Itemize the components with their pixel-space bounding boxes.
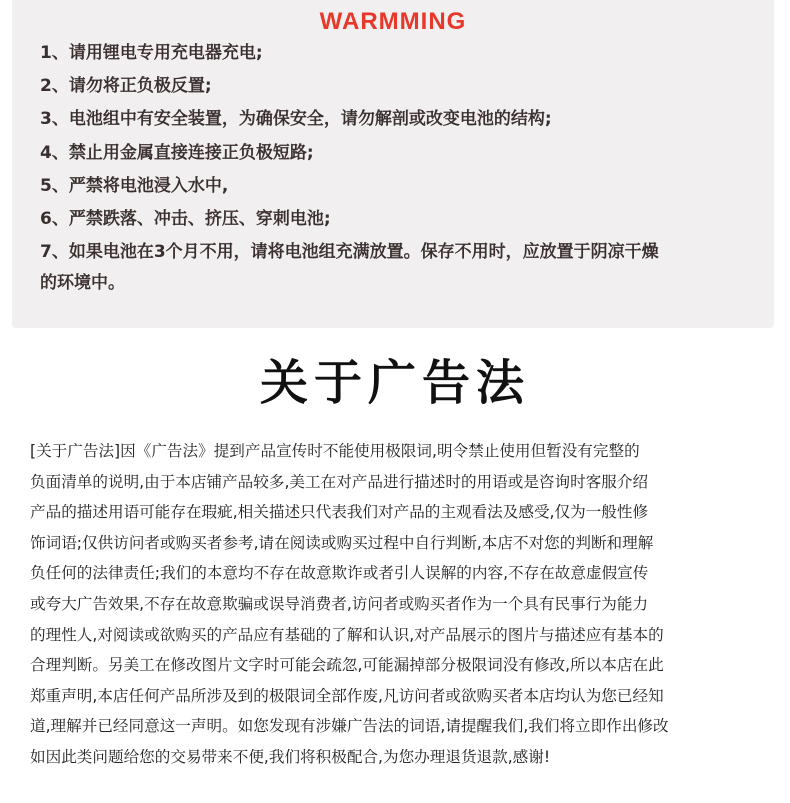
ad-law-line: 道,理解并已经同意这一声明。如您发现有涉嫌广告法的词语,请提醒我们,我们将立即作出修改 [30, 717, 669, 736]
ad-law-line: 如因此类问题给您的交易带来不便,我们将积极配合,为您办理退货退款,感谢! [30, 747, 551, 766]
warning-item: 6、严禁跌落、冲击、挤压、穿刺电池; [40, 209, 331, 229]
warning-item: 2、请勿将正负极反置; [40, 76, 212, 96]
ad-law-title: 关于广告法 [259, 355, 530, 411]
ad-law-line: [关于广告法]因《广告法》提到产品宣传时不能使用极限词,明令禁止使用但暂没有完整的 [30, 442, 640, 460]
ad-law-line: 饰词语;仅供访问者或购买者参考,请在阅读或购买过程中自行判断,本店不对您的判断和理解 [30, 533, 654, 552]
warning-panel [12, 0, 774, 328]
warning-item: 7、如果电池在3个月不用，请将电池组充满放置。保存不用时，应放置于阴凉干燥 [40, 242, 659, 262]
ad-law-body [30, 436, 765, 773]
ad-law-line: 合理判断。另美工在修改图片文字时可能会疏忽,可能漏掉部分极限词没有修改,所以本店在此 [30, 656, 664, 675]
warning-item: 的环境中。 [40, 273, 125, 293]
ad-law-line: 负任何的法律责任;我们的本意均不存在故意欺诈或者引人误解的内容,不存在故意虚假宣传 [30, 564, 649, 583]
warning-title: WARMMING [319, 8, 467, 35]
warning-item: 3、电池组中有安全装置，为确保安全，请勿解剖或改变电池的结构; [40, 109, 552, 129]
ad-law-line: 郑重声明,本店任何产品所涉及到的极限词全部作废,凡访问者或欲购买者本店均认为您已经知 [30, 686, 664, 705]
ad-law-line: 负面清单的说明,由于本店铺产品较多,美工在对产品进行描述时的用语或是咨询时客服介绍 [30, 472, 649, 491]
warning-item: 1、请用锂电专用充电器充电; [40, 43, 263, 63]
ad-law-line: 产品的描述用语可能存在瑕疵,相关描述只代表我们对产品的主观看法及感受,仅为一般性修 [30, 503, 649, 522]
warning-item: 4、禁止用金属直接连接正负极短路; [40, 143, 314, 163]
ad-law-line: 的理性人,对阅读或欲购买的产品应有基础的了解和认识,对产品展示的图片与描述应有基本的 [30, 625, 664, 644]
ad-law-line: 或夸大广告效果,不存在故意欺骗或误导消费者,访问者或购买者作为一个具有民事行为能力 [30, 594, 649, 613]
warning-item: 5、严禁将电池浸入水中, [40, 176, 229, 196]
